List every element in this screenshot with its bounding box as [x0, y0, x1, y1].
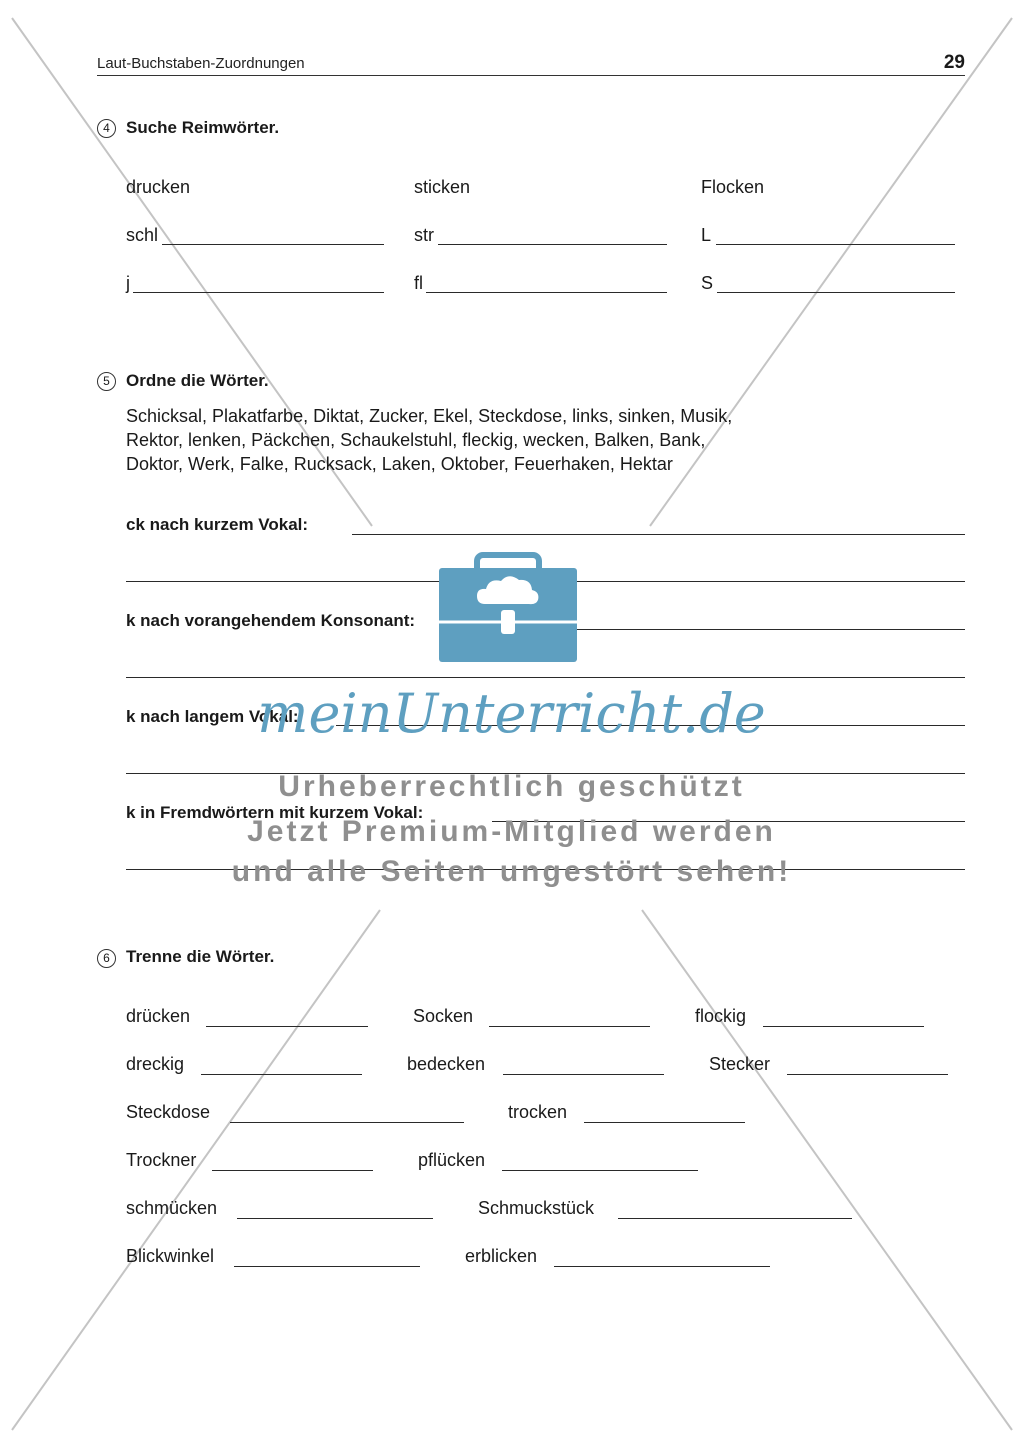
rhyme-word: Flocken [701, 177, 765, 197]
header-title: Laut-Buchstaben-Zuordnungen [97, 55, 305, 72]
watermark-text: Urheberrechtlich geschützt [278, 770, 745, 803]
answer-line[interactable] [489, 1026, 650, 1027]
exercise-4-title: Suche Reimwörter. [126, 118, 280, 137]
split-word: Steckdose [126, 1102, 211, 1122]
split-word: Trockner [126, 1150, 197, 1170]
header-rule [97, 75, 965, 76]
answer-line[interactable] [352, 534, 965, 535]
rhyme-prefix: str [414, 225, 434, 245]
split-word: flockig [695, 1006, 747, 1026]
answer-line[interactable] [212, 1170, 373, 1171]
answer-line[interactable] [201, 1074, 362, 1075]
answer-line[interactable] [206, 1026, 368, 1027]
word-list-line: Doktor, Werk, Falke, Rucksack, Laken, Oktober, Feuerhaken, Hektar [126, 454, 673, 474]
answer-line[interactable] [234, 1266, 420, 1267]
answer-line[interactable] [716, 244, 955, 245]
category-label: k in Fremdwörtern mit kurzem Vokal: [126, 803, 424, 822]
rhyme-prefix: fl [414, 273, 423, 293]
answer-line[interactable] [717, 292, 955, 293]
split-word: erblicken [465, 1246, 538, 1266]
exercise-6-title: Trenne die Wörter. [126, 947, 275, 966]
briefcase-cloud-icon [437, 552, 579, 664]
watermark-text: und alle Seiten ungestört sehen! [231, 855, 792, 888]
exercise-4-number: 4 [97, 119, 116, 138]
answer-line[interactable] [438, 244, 667, 245]
rhyme-word: sticken [414, 177, 471, 197]
answer-line[interactable] [763, 1026, 924, 1027]
rhyme-prefix: j [126, 273, 130, 293]
answer-line[interactable] [503, 1074, 664, 1075]
rhyme-prefix: schl [126, 225, 159, 245]
rhyme-word: drucken [126, 177, 191, 197]
exercise-6-number: 6 [97, 949, 116, 968]
answer-line[interactable] [554, 1266, 770, 1267]
split-word: Schmuckstück [478, 1198, 595, 1218]
split-word: schmücken [126, 1198, 218, 1218]
exercise-5-title: Ordne die Wörter. [126, 371, 269, 390]
answer-line[interactable] [162, 244, 384, 245]
watermark-text: Jetzt Premium-Mitglied werden [247, 815, 776, 848]
answer-line[interactable] [502, 1170, 698, 1171]
rhyme-prefix: S [701, 273, 714, 293]
split-word: Socken [413, 1006, 474, 1026]
rhyme-prefix: L [701, 225, 712, 245]
answer-line[interactable] [584, 1122, 745, 1123]
split-word: bedecken [407, 1054, 486, 1074]
word-list-line: Schicksal, Plakatfarbe, Diktat, Zucker, Ekel, Steckdose, links, sinken, Musik, [126, 406, 733, 426]
answer-line[interactable] [126, 677, 965, 678]
answer-line[interactable] [133, 292, 384, 293]
word-list-line: Rektor, lenken, Päckchen, Schaukelstuhl, fleckig, wecken, Balken, Bank, [126, 430, 706, 450]
page-number: 29 [943, 52, 965, 73]
split-word: Blickwinkel [126, 1246, 215, 1266]
answer-line[interactable] [237, 1218, 433, 1219]
split-word: trocken [508, 1102, 568, 1122]
category-label: k nach vorangehendem Konsonant: [126, 611, 416, 630]
category-label: ck nach kurzem Vokal: [126, 515, 309, 534]
split-word: drücken [126, 1006, 191, 1026]
split-word: pflücken [418, 1150, 486, 1170]
category-label: k nach langem Vokal: [126, 707, 299, 726]
brand-watermark: meinUnterricht.de [257, 682, 766, 745]
answer-line[interactable] [618, 1218, 852, 1219]
exercise-5-number: 5 [97, 372, 116, 391]
answer-line[interactable] [787, 1074, 948, 1075]
split-word: Stecker [709, 1054, 771, 1074]
answer-line[interactable] [230, 1122, 464, 1123]
answer-line[interactable] [426, 292, 667, 293]
split-word: dreckig [126, 1054, 185, 1074]
